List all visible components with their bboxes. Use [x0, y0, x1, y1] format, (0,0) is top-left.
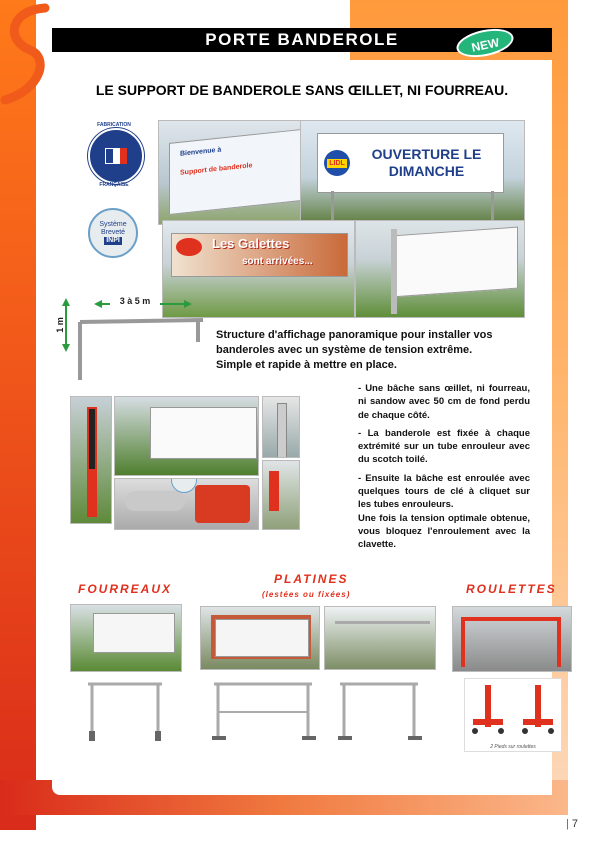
section-subtitle-platines: (lestées ou fixées): [262, 590, 351, 599]
height-dimension-label: 1 m: [54, 317, 65, 333]
systeme-brevete-badge: [88, 208, 138, 258]
welcome-banner-line1: Bienvenue à: [180, 146, 222, 158]
section-title-platines: PLATINES: [274, 572, 349, 586]
photo-welcome-banner: [158, 120, 308, 225]
left-gradient-stripe: [0, 0, 36, 830]
roulettes-product-box: [464, 678, 562, 752]
inpi-logo: INPI: [106, 236, 120, 244]
roulettes-wheeled-feet-icon: [465, 679, 561, 739]
description-line-1: Structure d'affichage panoramique pour installer vos: [216, 329, 493, 341]
feature-item-3: - Ensuite la bâche est enroulée avec quelques tours de clé à cliquet sur les tubes enrouleurs.: [358, 472, 530, 511]
description-line-3: Simple et rapide à mettre en place.: [216, 358, 397, 371]
fabrication-francaise-badge: [88, 128, 144, 184]
photo-lidl-banner: [300, 120, 525, 225]
page-number: | 7: [566, 818, 579, 830]
photo-blank-frame: [355, 220, 525, 318]
welcome-banner-line2: Support de banderole: [180, 162, 253, 177]
french-flag-icon: [105, 148, 127, 164]
brevete-label: Breveté: [100, 229, 126, 237]
photo-fourreaux: [70, 604, 182, 672]
diagram-platines-1: [208, 676, 318, 746]
diagram-platines-2: [334, 676, 424, 746]
feature-item-2: - La banderole est fixée à chaque extrémité sur un tube enrouleur avec du scotch toilé.: [358, 427, 530, 466]
photo-post-top: [262, 396, 300, 458]
features-list: [358, 382, 530, 552]
section-title-fourreaux: FOURREAUX: [78, 582, 173, 596]
page-subtitle: LE SUPPORT DE BANDEROLE SANS ŒILLET, NI FOURREAU.: [95, 82, 509, 98]
feature-item-1: - Une bâche sans œillet, ni fourreau, ni sandow avec 50 cm de fond perdu de chaque côté.: [358, 383, 530, 421]
photo-post-detail: [70, 396, 112, 524]
photo-post-bottom: [262, 460, 300, 530]
fabrication-label-top: FABRICATION: [97, 122, 131, 128]
galettes-line1: Les Galettes: [212, 236, 290, 251]
fabrication-label-bottom: FRANÇAISE: [99, 182, 129, 188]
lidl-text-line2: DIMANCHE: [388, 163, 465, 179]
photo-frame-field: [114, 396, 259, 476]
description-line-2: banderoles avec un système de tension extrême.: [216, 343, 473, 356]
roulettes-caption: 2 Pieds sur roulettes: [490, 744, 536, 750]
new-badge: NEW: [454, 24, 516, 61]
page-title: PORTE BANDEROLE: [52, 28, 552, 52]
photo-roulettes: [452, 606, 572, 672]
photo-platines-1: [200, 606, 320, 670]
description-block: [216, 328, 536, 373]
section-title-roulettes: ROULETTES: [466, 582, 557, 596]
diagram-fourreaux: [80, 676, 170, 746]
lidl-text-line1: OUVERTURE LE: [371, 146, 482, 163]
photo-ratchet-detail: [114, 478, 259, 530]
lidl-logo-icon: LIDL: [329, 159, 345, 167]
width-dimension-label: 3 à 5 m: [110, 296, 160, 306]
photo-platines-2: [324, 606, 436, 670]
feature-item-4: Une fois la tension optimale obtenue, vous bloquez l'enroulement avec la clavette.: [358, 512, 530, 551]
galettes-line2: sont arrivées...: [242, 256, 313, 267]
swirl-logo-icon: [0, 0, 60, 110]
systeme-label: Système: [99, 221, 127, 229]
frame-dimension-diagram: [58, 292, 208, 387]
